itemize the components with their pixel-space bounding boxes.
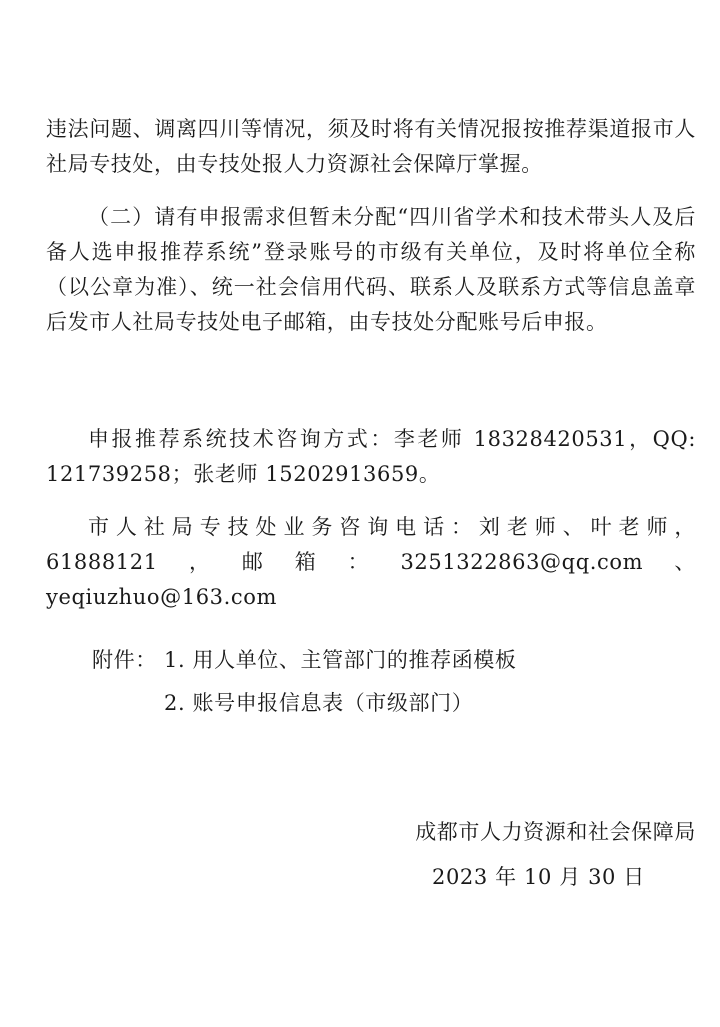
paragraph-tech-contact: 申报推荐系统技术咨询方式：李老师 18328420531，QQ: 121739258；张老师 15202913659。 (46, 427, 696, 486)
paragraph-continuation: 违法问题、调离四川等情况，须及时将有关情况报按推荐渠道报市人社局专技处，由专技处报人力资源社会保障厅掌握。 (46, 117, 696, 176)
attachments-label: 附件： (92, 648, 157, 672)
attachment-item: 1. 用人单位、主管部门的推荐函模板 (164, 648, 517, 672)
signature-date: 2023 年 10 月 30 日 (432, 865, 645, 889)
signature-organization: 成都市人力资源和社会保障局 (415, 820, 696, 844)
paragraph-item-two: （二）请有申报需求但暂未分配“四川省学术和技术带头人及后备人选申报推荐系统”登录账号的市级有关单位，及时将单位全称（以公章为准）、统一社会信用代码、联系人及联系方式等信息盖章后发市人社局专技处电子邮箱，由专技处分配账号后申报。 (46, 205, 696, 334)
paragraph-business-contact: 市人社局专技处业务咨询电话：刘老师、叶老师，61888121，邮箱：3251322863@qq.com、yeqiuzhuo@163.com (46, 515, 696, 609)
attachment-item: 2. 账号申报信息表（市级部门） (164, 691, 474, 715)
